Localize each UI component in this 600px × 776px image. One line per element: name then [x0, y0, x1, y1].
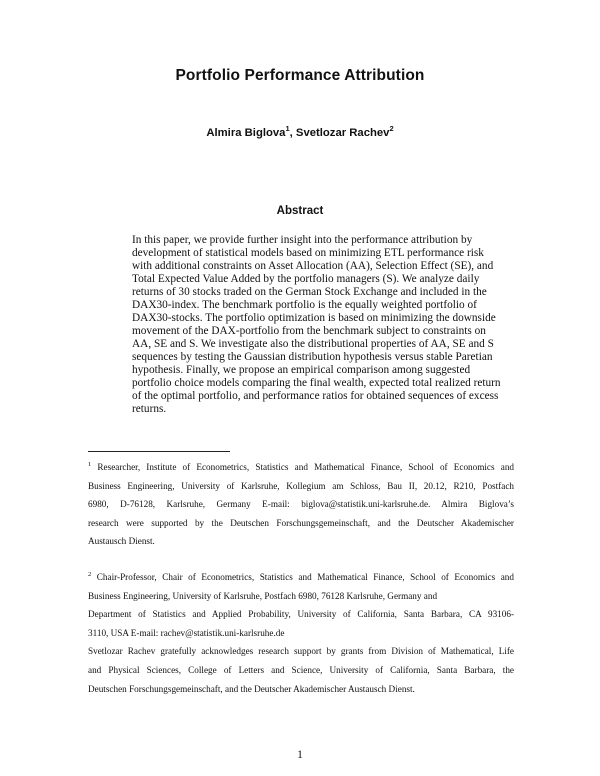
footnote-mark: 1 — [88, 461, 92, 468]
abstract-line: DAX30-stocks. The portfolio optimization is based on minimizing the downside — [132, 312, 496, 324]
abstract-line: development of statistical models based on minimizing ETL performance risk — [132, 247, 484, 259]
footnote-line: Department of Statistics and Applied Probability, University of California, Santa Barbara, CA 93106- — [88, 609, 514, 620]
footnote-2 — [88, 568, 514, 698]
abstract-line: sequences by testing the Gaussian distribution hypothesis versus stable Paretian — [132, 351, 493, 363]
footnote-1 — [88, 458, 514, 551]
abstract-line: In this paper, we provide further insight into the performance attribution by — [132, 234, 473, 246]
abstract-line: AA, SE and S. We investigate also the distributional properties of AA, SE and S — [132, 338, 494, 350]
paper-title: Portfolio Performance Attribution — [175, 67, 425, 84]
author-name: Svetlozar Rachev — [295, 127, 390, 139]
abstract-line: returns of 30 stocks traded on the German Stock Exchange and included in the — [132, 286, 487, 298]
footnote-line: Business Engineering, University of Karlsruhe, Postfach 6980, 76128 Karlsruhe, Germany and — [88, 590, 438, 601]
footnote-line: Researcher, Institute of Econometrics, Statistics and Mathematical Finance, School of Economics and — [97, 462, 515, 472]
abstract-line: movement of the DAX-portfolio from the benchmark subject to constraints on — [132, 325, 486, 337]
footnote-line: Business Engineering, University of Karlsruhe, Kollegium am Schloss, Bau II, 20.12, R210, Postfach — [88, 480, 514, 491]
page-number: 1 — [297, 749, 303, 761]
footnote-mark: 2 — [88, 571, 92, 578]
abstract-line: returns. — [132, 403, 167, 415]
abstract-heading: Abstract — [276, 205, 324, 217]
abstract-line: DAX30-index. The benchmark portfolio is the equally weighted portfolio of — [132, 299, 477, 311]
footnote-line: Deutschen Forschungsgemeinschaft, and the Deutscher Akademischer Austausch Dienst. — [88, 683, 415, 694]
footnote-divider — [88, 451, 230, 452]
footnote-line: 6980, D-76128, Karlsruhe, Germany E-mail: biglova@statistik.uni-karlsruhe.de. Almira Biglova’s — [88, 499, 514, 510]
abstract-line: hypothesis. Finally, we propose an empirical comparison among suggested — [132, 364, 471, 376]
footnote-line: research were supported by the Deutschen Forschungsgemeinschaft, and the Deutscher Akademischer — [88, 517, 514, 528]
author-footnote-mark: 2 — [389, 124, 394, 133]
footnote-line: 3110, USA E-mail: rachev@statistik.uni-karlsruhe.de — [88, 627, 285, 638]
abstract-line: portfolio choice models comparing the final wealth, expected total realized return — [132, 377, 501, 389]
abstract-line: Total Expected Value Added by the portfolio managers (S). We analyze daily — [132, 273, 480, 285]
footnote-line: Chair-Professor, Chair of Econometrics, Statistics and Mathematical Finance, School of Economics and — [96, 572, 514, 582]
abstract-body — [132, 234, 501, 416]
author-name: Almira Biglova — [206, 127, 286, 139]
abstract-line: with additional constraints on Asset Allocation (AA), Selection Effect (SE), and — [132, 260, 494, 272]
footnote-line: Svetlozar Rachev gratefully acknowledges research support by grants from Division of Mathematical, Life — [88, 646, 514, 657]
author-footnote-mark: 1 — [285, 124, 290, 133]
author-separator: , — [289, 127, 296, 139]
footnote-line: and Physical Sciences, College of Letters and Science, University of California, Santa Barbara, the — [88, 664, 514, 675]
author-line — [0, 124, 600, 139]
footnote-line: Austausch Dienst. — [88, 536, 155, 547]
abstract-line: of the optimal portfolio, and performance ratios for obtained sequences of excess — [132, 390, 499, 402]
